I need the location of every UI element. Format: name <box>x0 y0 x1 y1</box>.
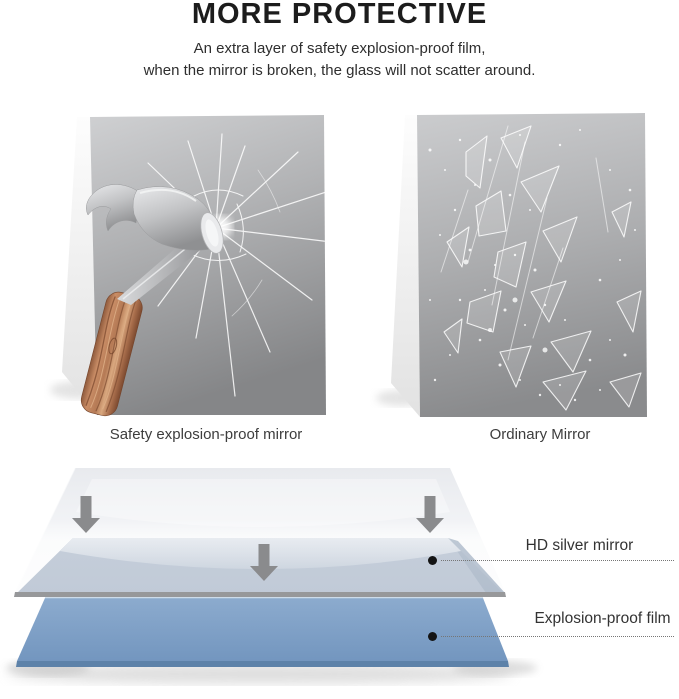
ordinary-mirror-photo <box>376 113 647 417</box>
subtitle-line-1: An extra layer of safety explosion-proof film, <box>193 40 486 57</box>
label-hd-silver-mirror: HD silver mirror <box>525 537 634 554</box>
mirror-side-edge <box>391 115 420 417</box>
subtitle-line-2: when the mirror is broken, the glass will not scatter around. <box>143 62 536 79</box>
layer-diagram <box>6 468 537 684</box>
mirror-face <box>417 113 647 417</box>
label-explosion-proof-film: Explosion-proof film <box>534 610 671 627</box>
glass-sheet-layer <box>14 468 506 597</box>
page-title: MORE PROTECTIVE <box>191 0 488 30</box>
leader-line-hd-silver-mirror <box>441 560 674 561</box>
leader-dot-hd-silver-mirror <box>428 556 437 565</box>
caption-ordinary-mirror: Ordinary Mirror <box>489 426 591 443</box>
safety-mirror-photo <box>50 115 331 419</box>
leader-line-explosion-proof-film <box>441 636 674 637</box>
caption-safety-mirror: Safety explosion-proof mirror <box>109 426 303 443</box>
leader-dot-explosion-proof-film <box>428 632 437 641</box>
